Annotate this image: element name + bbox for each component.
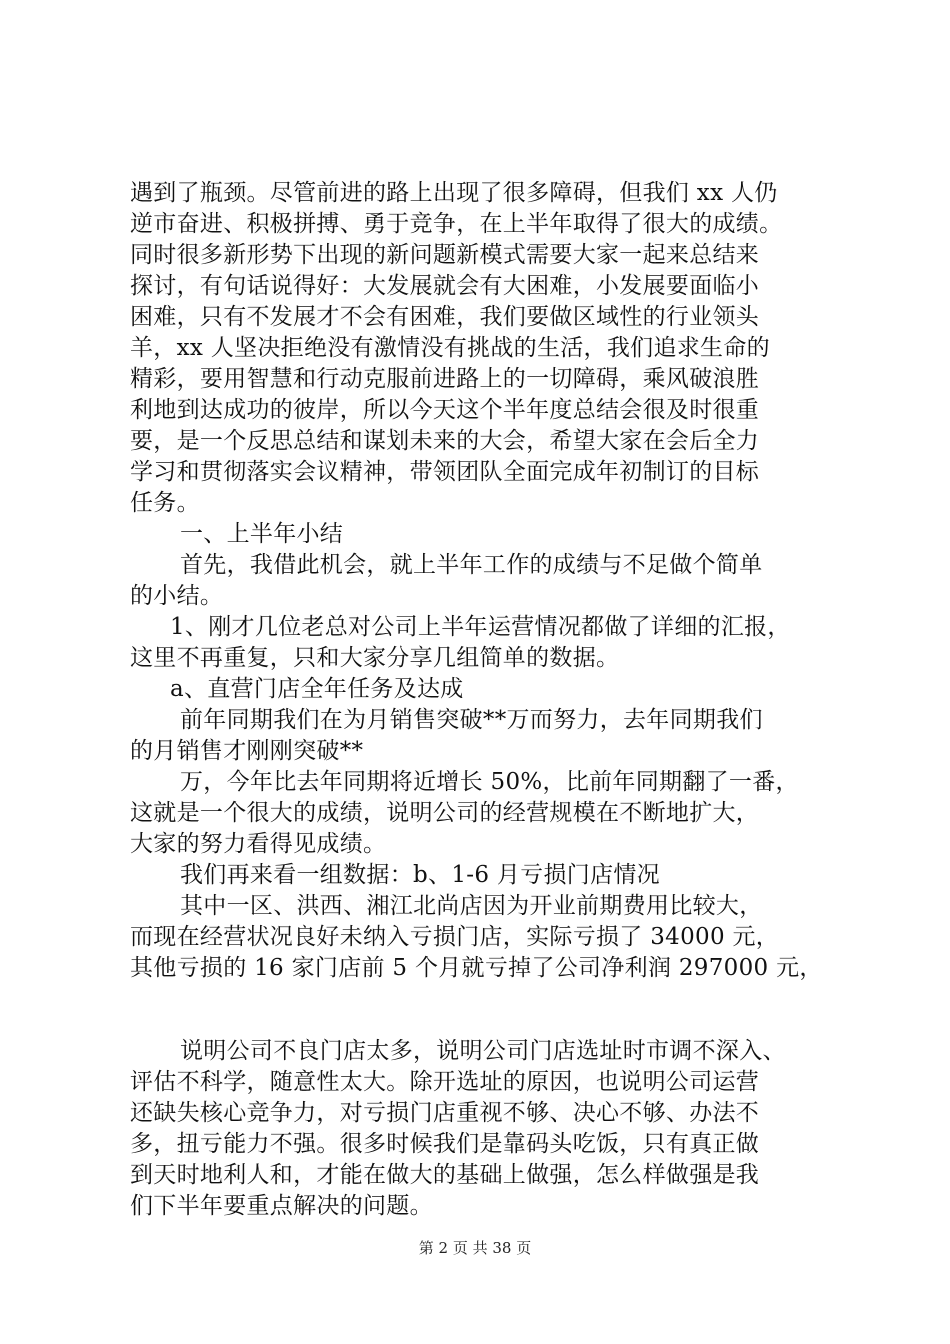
text-line: 一、上半年小结	[180, 521, 344, 547]
text-line: 精彩，要用智慧和行动克服前进路上的一切障碍，乘风破浪胜	[130, 366, 760, 392]
text-line: 其中一区、洪西、湘江北尚店因为开业前期费用比较大，	[180, 893, 763, 919]
text-line: 而现在经营状况良好未纳入亏损门店，实际亏损了 34000 元，	[130, 924, 780, 950]
text-line: 到天时地利人和，才能在做大的基础上做强，怎么样做强是我	[130, 1162, 760, 1188]
document-body	[130, 178, 830, 1222]
text-line: 学习和贯彻落实会议精神，带领团队全面完成年初制订的目标	[130, 459, 760, 485]
text-line: 的月销售才刚刚突破**	[130, 738, 364, 764]
text-line: 探讨，有句话说得好：大发展就会有大困难，小发展要面临小	[130, 273, 760, 299]
text-line: 评估不科学，随意性太大。除开选址的原因，也说明公司运营	[130, 1069, 760, 1095]
page-footer: 第 2 页 共 38 页	[418, 1239, 532, 1257]
text-line: 我们再来看一组数据：b、1-6 月亏损门店情况	[180, 862, 660, 888]
text-line: 要，是一个反思总结和谋划未来的大会，希望大家在会后全力	[130, 428, 760, 454]
text-line: 还缺失核心竞争力，对亏损门店重视不够、决心不够、办法不	[130, 1100, 760, 1126]
text-line: 万，今年比去年同期将近增长 50%，比前年同期翻了一番，	[180, 769, 799, 795]
text-line: 困难，只有不发展才不会有困难，我们要做区域性的行业领头	[130, 304, 760, 330]
text-line: a、直营门店全年任务及达成	[170, 676, 464, 702]
text-line: 多，扭亏能力不强。很多时候我们是靠码头吃饭，只有真正做	[130, 1131, 760, 1157]
text-line: 逆市奋进、积极拼搏、勇于竞争，在上半年取得了很大的成绩。	[130, 211, 783, 237]
text-line: 这就是一个很大的成绩，说明公司的经营规模在不断地扩大，	[130, 800, 760, 826]
text-line: 1、刚才几位老总对公司上半年运营情况都做了详细的汇报，	[170, 614, 791, 640]
text-line: 同时很多新形势下出现的新问题新模式需要大家一起来总结来	[130, 242, 760, 268]
text-line: 说明公司不良门店太多，说明公司门店选址时市调不深入、	[180, 1038, 786, 1064]
text-line: 前年同期我们在为月销售突破**万而努力，去年同期我们	[180, 707, 763, 733]
text-line: 首先，我借此机会，就上半年工作的成绩与不足做个简单	[180, 552, 763, 578]
text-line: 的小结。	[130, 583, 224, 609]
text-line: 们下半年要重点解决的问题。	[130, 1193, 433, 1219]
blank-line	[130, 984, 830, 1036]
text-line: 这里不再重复，只和大家分享几组简单的数据。	[130, 645, 620, 671]
text-line: 其他亏损的 16 家门店前 5 个月就亏掉了公司净利润 297000 元，	[130, 955, 823, 981]
text-line: 利地到达成功的彼岸，所以今天这个半年度总结会很及时很重	[130, 397, 760, 423]
text-line: 羊，xx 人坚决拒绝没有激情没有挑战的生活，我们追求生命的	[130, 335, 770, 361]
text-line: 大家的努力看得见成绩。	[130, 831, 387, 857]
text-line: 遇到了瓶颈。尽管前进的路上出现了很多障碍，但我们 xx 人仍	[130, 180, 778, 206]
text-line: 任务。	[130, 490, 200, 516]
